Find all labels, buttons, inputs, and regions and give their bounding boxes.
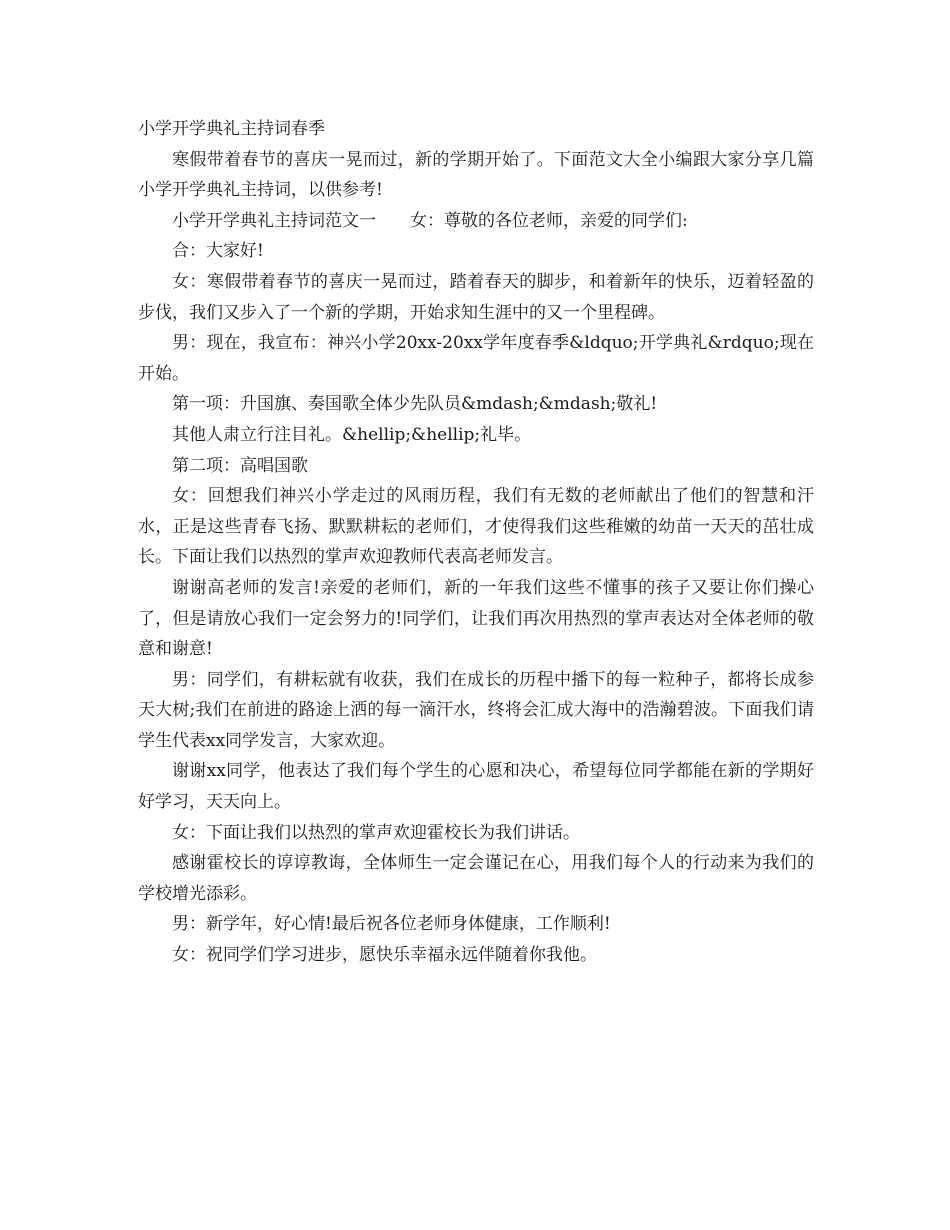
- paragraph: 谢谢高老师的发言!亲爱的老师们，新的一年我们这些不懂事的孩子又要让你们操心了，但是请放心我们一定会努力的!同学们，让我们再次用热烈的掌声表达对全体老师的敬意和谢意!: [138, 577, 814, 660]
- paragraph: 感谢霍校长的谆谆教诲，全体师生一定会谨记在心，用我们每个人的行动来为我们的学校增光添彩。: [138, 853, 814, 904]
- section-first-line: 女：尊敬的各位老师，亲爱的同学们:: [410, 210, 688, 231]
- paragraph: 男：同学们，有耕耘就有收获，我们在成长的历程中播下的每一粒种子，都将长成参天大树;我们在前进的路途上洒的每一滴汗水，终将会汇成大海中的浩瀚碧波。下面我们请学生代表xx同学发言，大家欢迎。: [138, 669, 814, 751]
- document-title: 小学开学典礼主持词春季: [138, 119, 325, 139]
- paragraph: 女：回想我们神兴小学走过的风雨历程，我们有无数的老师献出了他们的智慧和汗水，正是这些青春飞扬、默默耕耘的老师们，才使得我们这些稚嫩的幼苗一天天的茁壮成长。下面让我们以热烈的掌声欢迎教师代表高老师发言。: [138, 486, 814, 568]
- paragraph: 女：寒假带着春节的喜庆一晃而过，踏着春天的脚步，和着新年的快乐，迈着轻盈的步伐，我们又步入了一个新的学期，开始求知生涯中的又一个里程碑。: [138, 271, 814, 323]
- paragraph: 男：新学年，好心情!最后祝各位老师身体健康，工作顺利!: [172, 914, 611, 935]
- paragraph: 第二项：高唱国歌: [172, 455, 308, 476]
- section-heading-line: [138, 206, 814, 237]
- section-heading: 小学开学典礼主持词范文一: [172, 210, 376, 231]
- paragraph: 女：祝同学们学习进步，愿快乐幸福永远伴随着你我他。: [172, 945, 597, 966]
- paragraph: 合：大家好!: [172, 241, 264, 262]
- paragraph: 谢谢xx同学，他表达了我们每个学生的心愿和决心，希望每位同学都能在新的学期好好学习，天天向上。: [138, 761, 814, 813]
- intro-paragraph: 寒假带着春节的喜庆一晃而过，新的学期开始了。下面范文大全小编跟大家分享几篇小学开学典礼主持词，以供参考!: [138, 149, 814, 201]
- paragraph: 其他人肃立行注目礼。&hellip;&hellip;礼毕。: [172, 424, 532, 445]
- paragraph: 第一项：升国旗、奏国歌全体少先队员&mdash;&mdash;敬礼!: [172, 394, 658, 415]
- paragraph: 女：下面让我们以热烈的掌声欢迎霍校长为我们讲话。: [172, 822, 580, 843]
- document-body: [138, 114, 814, 971]
- paragraph: 男：现在，我宣布：神兴小学20xx-20xx学年度春季&ldquo;开学典礼&rdquo;现在开始。: [138, 333, 814, 384]
